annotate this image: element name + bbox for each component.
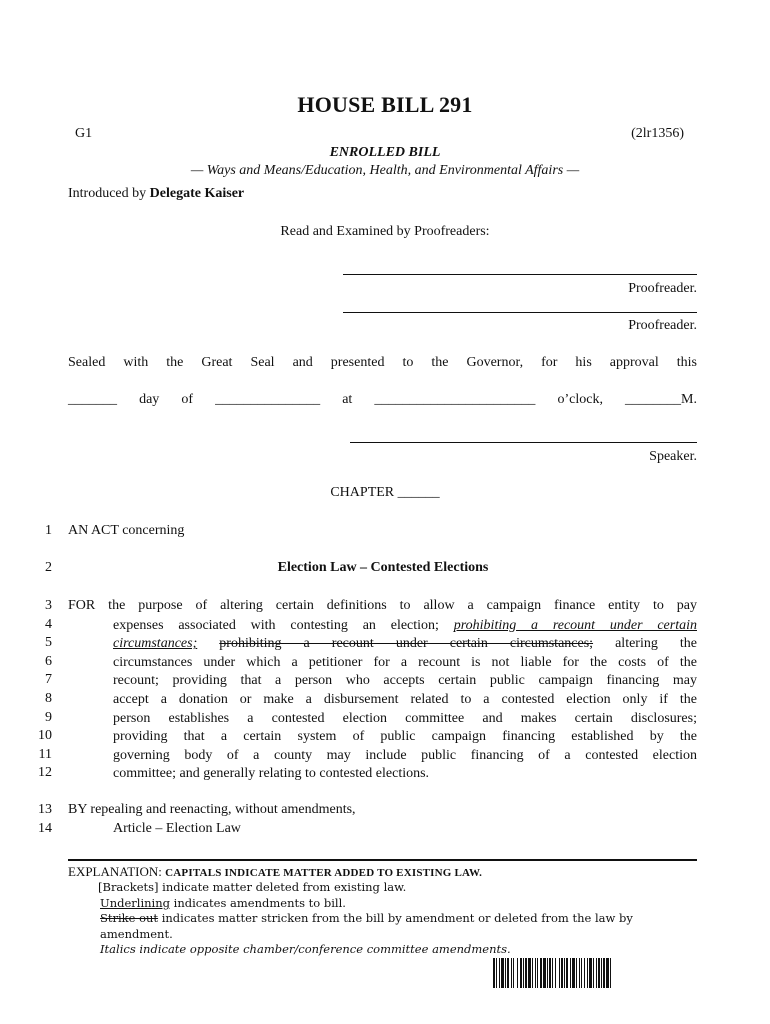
explanation-brackets <box>98 880 406 894</box>
proofreaders-heading: Read and Examined by Proofreaders: <box>280 224 490 239</box>
line-number: 7 <box>45 672 52 688</box>
underlining-word: Underlining <box>100 896 170 910</box>
proofreader-label-1: Proofreader. <box>628 281 697 296</box>
oclock-word: o’clock, <box>557 392 603 407</box>
amendment-insert-3a: circumstances; <box>113 636 198 652</box>
line-number: 4 <box>45 616 52 632</box>
at-word: at <box>342 392 353 407</box>
line-number: 12 <box>38 765 52 781</box>
article-election-law: Article – Election Law <box>113 821 241 836</box>
chapter-label: CHAPTER ______ <box>330 485 440 500</box>
purpose-line-9: governing body of a county may include public financing of a contested election <box>113 747 697 763</box>
enrolled-label: ENROLLED BILL <box>329 145 441 160</box>
by-repealing: BY repealing and reenacting, without amendments, <box>68 802 356 817</box>
purpose-line-5: recount; providing that a person who accepts certain public campaign financing may <box>113 673 697 689</box>
explanation-underlining <box>100 896 346 910</box>
bill-subject: Election Law – Contested Elections <box>277 560 489 575</box>
speaker-signature-line <box>350 442 697 443</box>
speaker-label: Speaker. <box>649 449 697 464</box>
blank-at: _______________________ <box>374 392 536 407</box>
line-number: 9 <box>45 709 52 725</box>
explanation-caps: CAPITALS INDICATE MATTER ADDED TO EXISTING LAW. <box>165 867 483 879</box>
bill-title: HOUSE BILL 291 <box>297 92 473 117</box>
line-number: 1 <box>45 523 52 538</box>
line-number: 14 <box>38 821 52 836</box>
of-word: of <box>181 392 194 407</box>
bill-id: (2lr1356) <box>631 126 684 141</box>
explanation-strike <box>100 911 633 925</box>
underlining-text: indicates amendments to bill. <box>169 896 346 910</box>
introduced-by <box>68 186 244 202</box>
purpose-text-3c: altering the <box>593 636 697 652</box>
committees: — Ways and Means/Education, Health, and Environmental Affairs — <box>190 163 580 178</box>
line-number: 11 <box>38 746 52 762</box>
line-number: 8 <box>45 691 52 706</box>
line-number: 13 <box>38 802 52 817</box>
purpose-paragraph <box>113 617 697 784</box>
purpose-line-6: accept a donation or make a disbursement related to a contested election only if the <box>113 691 697 707</box>
amendment-insert-2b: prohibiting a recount under certain <box>453 617 697 633</box>
purpose-line-1: FOR the purpose of altering certain definitions to allow a campaign finance entity to pay <box>68 598 697 613</box>
introduced-prefix: Introduced by <box>68 186 150 201</box>
purpose-line-7: person establishes a contested election committee and makes certain disclosures; <box>113 710 697 726</box>
explanation-rule <box>68 859 697 861</box>
strike-text: indicates matter stricken from the bill by amendment or deleted from the law by <box>158 911 633 925</box>
date-line <box>68 392 697 408</box>
line-number: 5 <box>45 635 52 651</box>
barcode-bar <box>611 958 613 988</box>
day-word: day <box>139 392 160 407</box>
proofreader-signature-line-2 <box>343 312 697 313</box>
purpose-line-10: committee; and generally relating to contested elections. <box>113 766 430 782</box>
barcode <box>493 958 679 988</box>
stricken-text-3b: prohibiting a recount under certain circumstances; <box>219 636 594 652</box>
explanation-label: EXPLANATION: <box>68 864 166 879</box>
explanation-italics: Italics indicate opposite chamber/conference committee amendments. <box>100 942 511 956</box>
blank-of: _______________ <box>215 392 321 407</box>
purpose-line-8: providing that a certain system of public campaign financing established by the <box>113 729 697 745</box>
bill-code: G1 <box>75 126 93 141</box>
line-number: 3 <box>45 598 52 613</box>
explanation-heading <box>68 864 482 880</box>
explanation-strike-cont: amendment. <box>100 927 173 941</box>
sealed-sentence: Sealed with the Great Seal and presented to the Governor, for his approval this <box>68 355 697 370</box>
strike-word: Strike out <box>100 911 159 925</box>
purpose-line-2 <box>113 617 697 636</box>
purpose-line-4: circumstances under which a petitioner for a recount is not liable for the costs of the <box>113 654 697 670</box>
sponsor-name: Delegate Kaiser <box>149 186 245 201</box>
line-number: 6 <box>45 653 52 669</box>
line-number: 10 <box>38 728 52 744</box>
proofreader-label-2: Proofreader. <box>628 318 697 333</box>
brackets-word: [Brackets] <box>98 880 159 894</box>
line-number: 2 <box>45 560 52 575</box>
blank-m: ________M. <box>625 392 697 407</box>
purpose-line-3 <box>113 635 697 654</box>
proofreader-signature-line-1 <box>343 274 697 275</box>
blank-day: _______ <box>68 392 117 407</box>
brackets-text: indicate matter deleted from existing law. <box>158 880 407 894</box>
purpose-text-2a: expenses associated with contesting an election; <box>113 617 454 633</box>
act-concerning: AN ACT concerning <box>68 523 185 538</box>
